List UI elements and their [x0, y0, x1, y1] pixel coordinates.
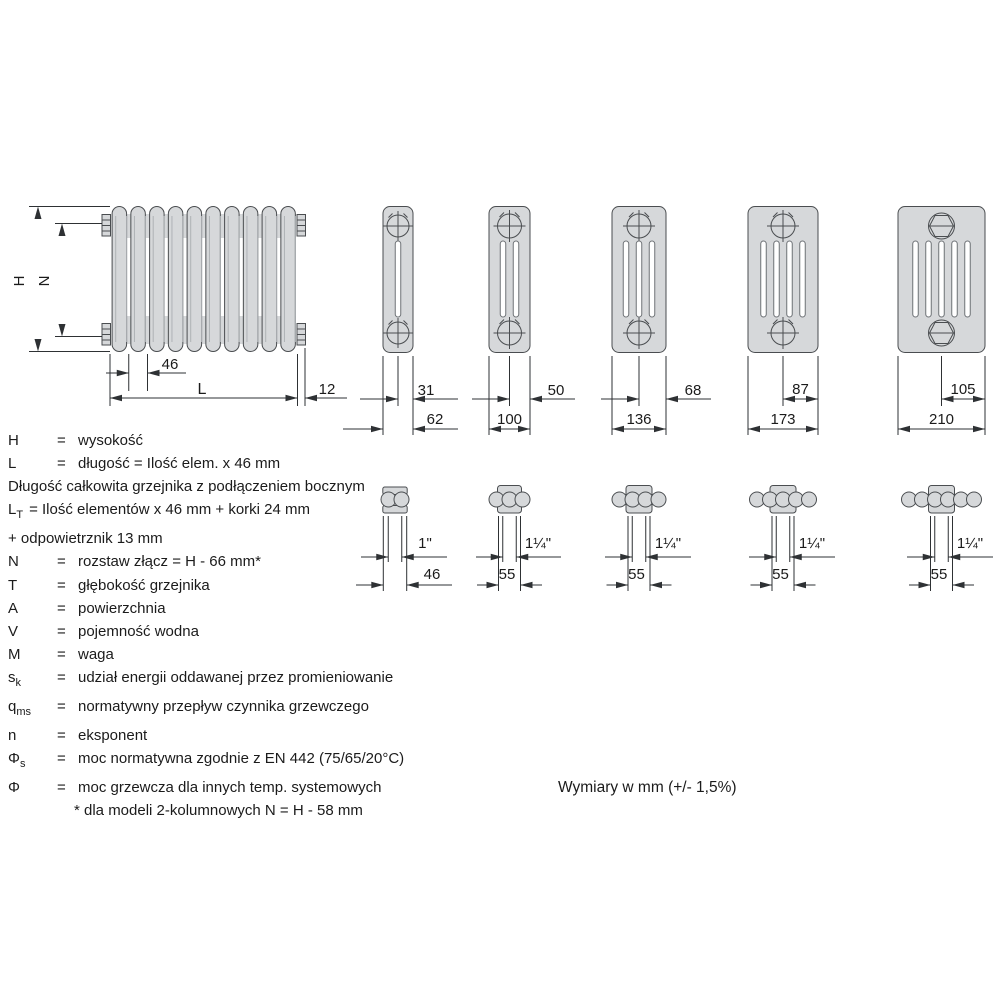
front-view: [11, 207, 347, 407]
column-gap-slot: [395, 241, 401, 317]
depth-dimension: [612, 411, 666, 432]
top-view-6col: [902, 486, 994, 592]
section-view-3col: [472, 207, 575, 436]
half-depth-dimension: [472, 382, 575, 402]
column-tubes: [750, 492, 817, 507]
dim-label-connection: 1¼": [524, 535, 552, 552]
dim-label-depth: 62: [426, 411, 444, 428]
legend-row-air-vent: + odpowietrznik 13 mm: [8, 530, 163, 548]
legend-row-qms: $q_{ms}$ = normatywny przepływ czynnika grzewczego: [8, 698, 369, 719]
dim-label-half-depth: 105: [950, 381, 976, 398]
dim-label-connection: 1¼": [654, 535, 682, 552]
element-width-dimension: [909, 566, 974, 588]
dim-label-half-depth: 68: [684, 382, 702, 399]
dim-label-element-width: 55: [772, 566, 789, 583]
legend-row-phi-s: $\Phi_s$ = moc normatywna zgodnie z EN 442 (75/65/20°C): [8, 750, 405, 771]
connection-spacing-dimension: [36, 224, 102, 337]
top-view-4col: [605, 486, 691, 592]
dim-label-depth: 100: [496, 411, 523, 428]
legend-row-T: T = głębokość grzejnika: [8, 576, 210, 594]
depth-dimension: [748, 411, 818, 432]
legend-row-LT: $L_T$ = Ilość elementów x 46 mm + korki 24 mm: [8, 501, 311, 522]
dim-label-connection: 1": [418, 535, 432, 552]
legend-row-L: L = długość = Ilość elem. x 46 mm: [8, 455, 281, 473]
dim-label-depth: 136: [626, 411, 652, 428]
dim-label-depth: 173: [770, 411, 796, 428]
section-view-2col: [343, 207, 458, 436]
connection-size-dimension: [749, 535, 835, 560]
legend-row-A: A = powierzchnia: [8, 599, 166, 617]
legend-row-V: V = pojemność wodna: [8, 622, 199, 640]
dim-label-side-connection: 12: [318, 381, 336, 398]
dimensions-tolerance-note: Wymiary w mm (+/- 1,5%): [558, 779, 737, 796]
legend-row-H: H = wysokość: [8, 432, 144, 449]
dim-label-connection: 1¼": [956, 535, 984, 552]
section-view-6col: [898, 207, 985, 436]
dim-label-half-depth: 50: [547, 382, 565, 399]
legend: [8, 429, 548, 823]
dim-label-depth: 210: [928, 411, 955, 428]
dim-label-element-pitch: 46: [161, 356, 179, 373]
dim-label-length: L: [197, 381, 207, 398]
half-depth-dimension: [783, 381, 818, 402]
half-depth-dimension: [360, 382, 458, 402]
half-depth-dimension: [942, 381, 986, 402]
legend-row-n: n = eksponent: [8, 727, 148, 745]
section-view-4col: [601, 207, 711, 436]
top-view-5col: [749, 486, 835, 592]
legend-row-total-length-note: Długość całkowita grzejnika z podłączeniem bocznym: [8, 478, 365, 496]
side-connection-dimension: [305, 348, 347, 406]
dim-label-element-width: 55: [628, 566, 645, 583]
depth-dimension: [898, 411, 985, 432]
dim-label-element-width: 55: [930, 566, 948, 583]
extension-lines: [383, 356, 413, 435]
element-width-dimension: [751, 566, 816, 588]
dim-label-half-depth: 87: [792, 381, 809, 398]
dim-label-connection: 1¼": [798, 535, 826, 552]
legend-row-sk: $s_k$ = udział energii oddawanej przez promieniowanie: [8, 668, 394, 689]
dim-label-element-width: 46: [423, 566, 441, 583]
element-pitch-dimension: [106, 354, 186, 391]
legend-row-footnote: * dla modeli 2-kolumnowych N = H - 58 mm: [74, 802, 363, 820]
half-depth-dimension: [601, 382, 711, 402]
connection-size-dimension: [605, 535, 691, 560]
dim-label-element-width: 55: [498, 566, 516, 583]
legend-row-phi: Φ = moc grzewcza dla innych temp. systemowych: [8, 779, 382, 797]
dim-label-half-depth: 31: [417, 382, 435, 399]
element-width-dimension: [607, 566, 672, 588]
column-gap-slots: [623, 241, 655, 317]
legend-row-M: M = waga: [8, 645, 114, 663]
dim-label-spacing: N: [36, 275, 53, 287]
dim-label-height: H: [11, 275, 28, 287]
legend-row-N: N = rozstaw złącz = H - 66 mm*: [8, 553, 261, 571]
length-dimension: [110, 354, 298, 406]
connection-size-dimension: [907, 535, 993, 560]
section-view-5col: [748, 207, 818, 436]
